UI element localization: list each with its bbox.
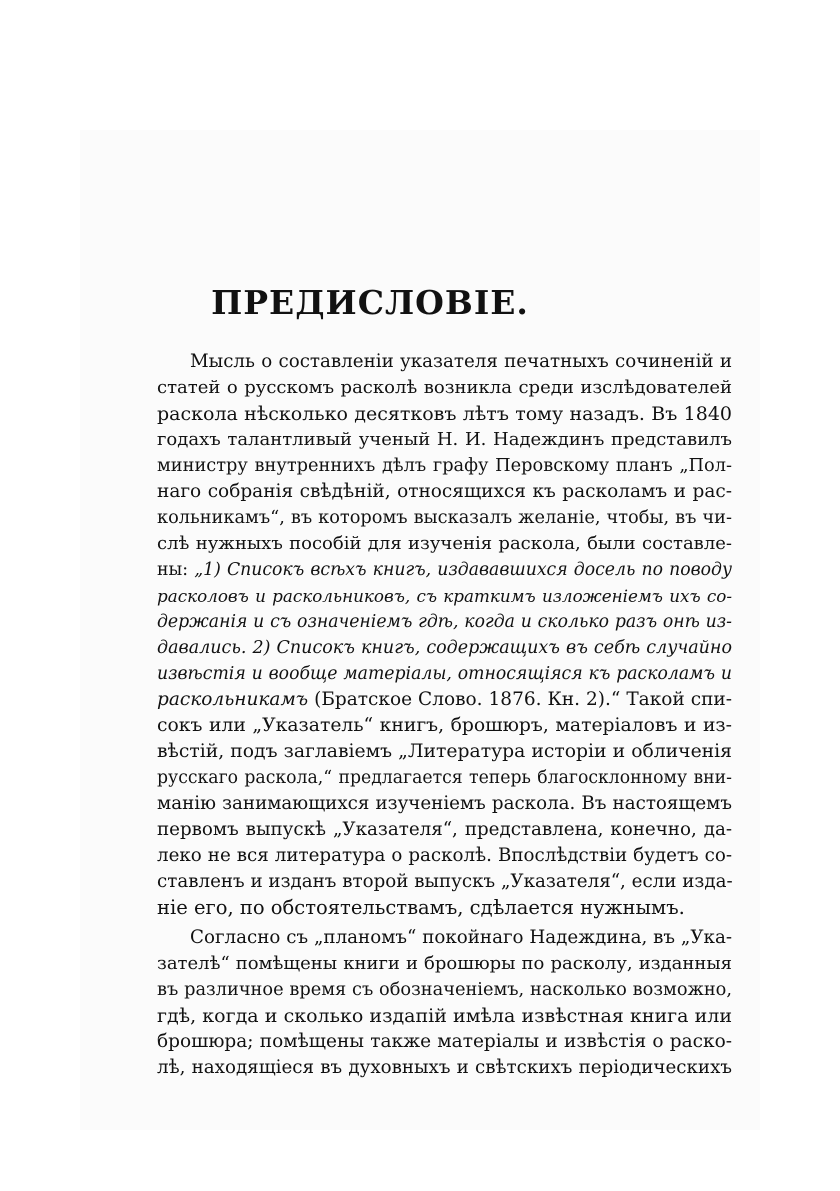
text-line: манію занимающихся изученіемъ раскола. Въ настоящемъ (157, 793, 732, 814)
text-line (157, 558, 732, 582)
italic-quote: раскольникамъ (157, 689, 309, 710)
text-line: леко не вся литература о расколѣ. Впослѣдствіи будетъ со- (157, 845, 732, 866)
text-line (157, 636, 732, 660)
page-title: ПРЕДИСЛОВІЕ. (211, 283, 529, 322)
text-line: лѣ, находящіеся въ духовныхъ и свѣтскихъ періодическихъ (157, 1057, 732, 1078)
text-line: первомъ выпускѣ „Указателя“, представлена, конечно, да- (157, 819, 732, 840)
text-line: слѣ нужныхъ пособій для изученія раскола, были составле- (157, 533, 732, 554)
text-line: гдѣ, когда и сколько издапій имѣла извѣстная книга или (157, 1005, 732, 1027)
text-line: брошюра; помѣщены также матеріалы и извѣстія о раско- (157, 1031, 732, 1052)
text-line: Мысль о составленіи указателя печатныхъ сочиненій и (190, 351, 732, 372)
text-line: ніе его, по обстоятельствамъ, сдѣлается нужнымъ. (157, 896, 685, 919)
text-line: кольникамъ“, въ которомъ высказалъ желаніе, чтобы, въ чи- (157, 508, 732, 528)
italic-quote: извѣстія и вообще матеріалы, относящіяся къ расколамъ и (157, 664, 732, 684)
text-line (157, 610, 732, 634)
italic-quote: расколовъ и раскольниковъ, съ краткимъ изложеніемъ ихъ со- (157, 586, 732, 606)
text-line: сокъ или „Указатель“ книгъ, брошюръ, матеріаловъ и из- (157, 715, 732, 736)
text-line (157, 584, 732, 608)
text-line: наго собранія свѣдѣній, относящихся къ расколамъ и рас- (157, 481, 732, 502)
text-line: русскаго раскола,“ предлагается теперь благосклонному вни- (157, 768, 732, 788)
italic-quote: давались. 2) Списокъ книгъ, содержащихъ въ себѣ случайно (157, 638, 732, 658)
text-line: статей о русскомъ расколѣ возникла среди изслѣдователей (157, 377, 732, 398)
text-line (157, 688, 732, 712)
text-segment: (Братское Слово. 1876. Кн. 2).“ Такой спи- (308, 689, 732, 710)
text-line: годахъ талантливый ученый Н. И. Надеждинъ представилъ (157, 429, 732, 450)
text-line: раскола нѣсколько десятковъ лѣтъ тому назадъ. Въ 1840 (157, 403, 732, 425)
text-line: зателѣ“ помѣщены книги и брошюры по расколу, изданныя (157, 953, 732, 974)
text-line: министру внутреннихъ дѣлъ графу Перовскому планъ „Пол- (157, 456, 732, 476)
text-line: въ различное время съ обозначеніемъ, насколько возможно, (157, 980, 732, 1000)
italic-quote: „1) Списокъ всѣхъ книгъ, издававшихся досель по поводу (194, 560, 732, 580)
text-line: Согласно съ „планомъ“ покойнаго Надеждина, въ „Ука- (190, 927, 732, 948)
text-segment: ны: (157, 560, 195, 580)
text-line (157, 662, 732, 686)
text-line: вѣстій, подъ заглавіемъ „Литература исторіи и обличенія (157, 741, 732, 762)
text-line: ставленъ и изданъ второй выпускъ „Указателя“, если изда- (157, 871, 733, 892)
italic-quote: держанія и съ означеніемъ гдѣ, когда и сколько разъ онѣ из- (157, 612, 732, 632)
